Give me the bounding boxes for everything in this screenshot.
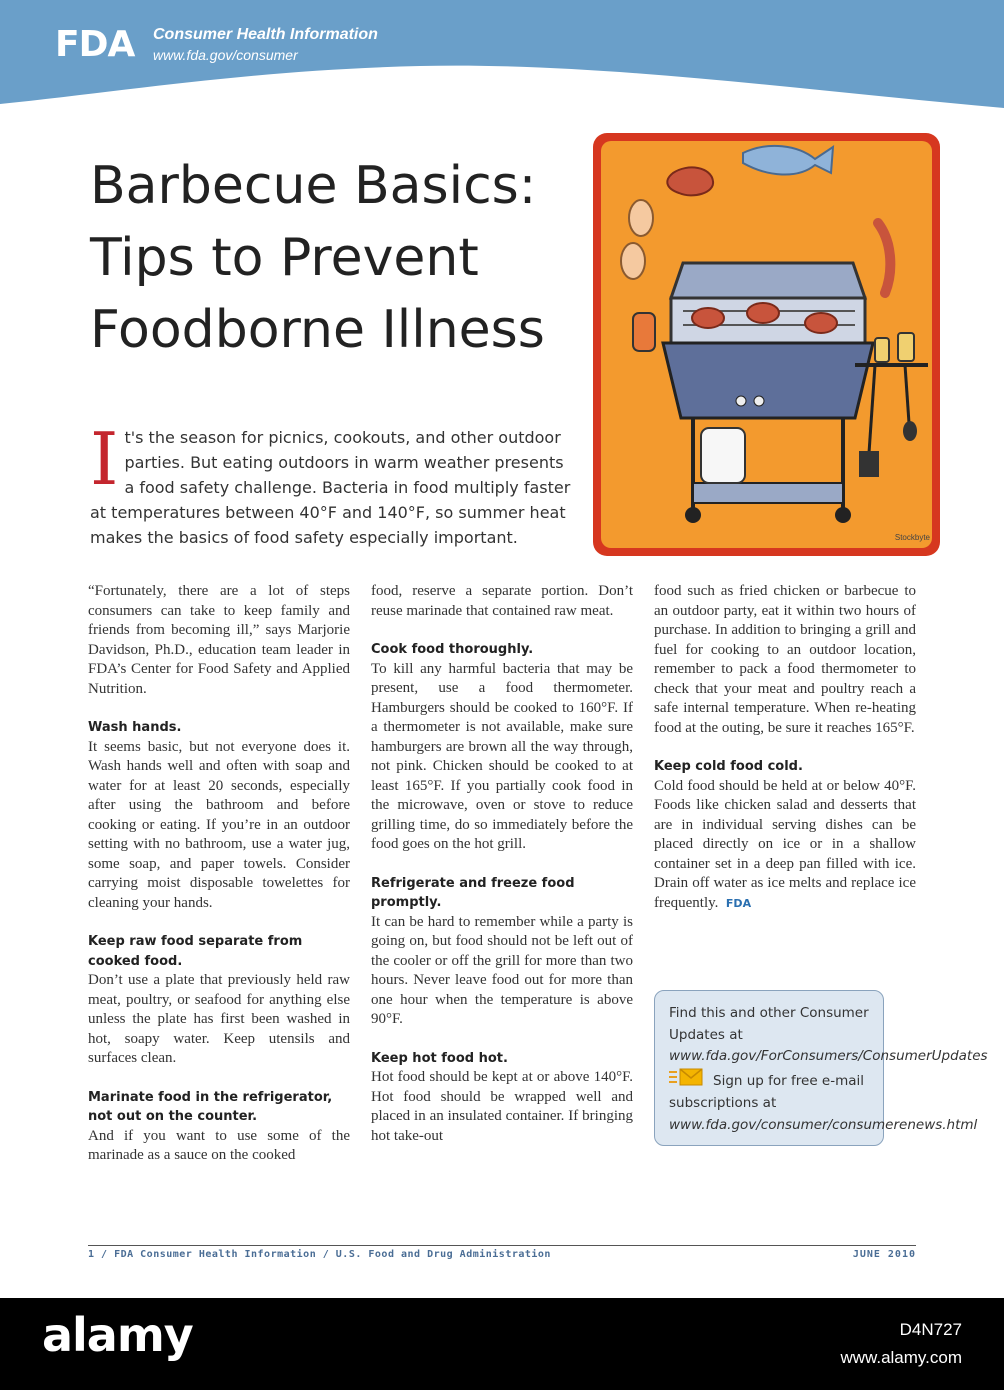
bottle-icon [633,313,655,351]
body-paragraph: food such as fried chicken or barbecue to an outdoor party, eat it within two hours of purchase. In addition to bringing a grill and fuel for cooking to an outdoor location, remember to pack a food thermometer to check that your meat and poultry reach a safe internal temperature. When re-heating food at the outing, be sure it reaches 165°F. [654,583,916,736]
article-column-2 [371,582,633,1146]
footer-publication: 1 / FDA Consumer Health Information / U.S. Food and Drug Administration [88,1249,551,1260]
article-title [90,150,590,366]
header-url[interactable]: www.fda.gov/consumer [153,47,298,63]
watermark-url: www.alamy.com [840,1348,962,1367]
watermark-bar [0,1298,1004,1390]
body-paragraph [654,777,916,914]
header-wave [0,0,1004,110]
body-paragraph: To kill any harmful bacteria that may be present, use a food thermometer. Hamburgers should be cooked to 160°F. If a thermometer is not available, make sure hamburgers are brown all the way through, not pink. Chicken should be cooked to at least 165°F. If you partially cook food in the microwave, oven or stove to reduce grilling time, do so immediately before the food goes on the hot grill. [371,660,633,852]
body-paragraph: food, reserve a separate portion. Don’t reuse marinade that contained raw meat. [371,583,633,619]
body-paragraph: Don’t use a plate that previously held raw meat, poultry, or seafood for anything else unless the plate has first been washed in hot, soapy water. Keep utensils and surfaces clean. [88,972,350,1066]
patty-icon [692,308,724,328]
fda-logo[interactable]: FDA [55,24,135,65]
subscribe-label: Sign up for free e-mail subscriptions at [669,1072,865,1111]
fda-end-mark: FDA [725,896,752,910]
drop-cap: I [90,417,119,501]
grill-illustration-art [593,133,940,556]
steak-icon [667,167,713,195]
updates-label: Find this and other Consumer Updates at [669,1005,869,1043]
section-heading: Keep raw food separate from cooked food. [88,934,303,969]
section-heading: Keep hot food hot. [371,1050,508,1066]
email-icon [669,1068,703,1094]
grill-hood-icon [671,263,865,298]
alamy-logo: alamy [42,1308,193,1362]
image-id: D4N727 [899,1320,962,1339]
patty-icon [805,313,837,333]
header-title: Consumer Health Information [153,26,378,43]
intro-text: t's the season for picnics, cookouts, and other outdoor parties. But eating outdoors in warm weather presents a food safety challenge. Bacteria in food multiply faster at temperatures between 40°F and 140°F, so summer heat makes the basics of food safety especially important. [90,428,571,547]
title-line: Foodborne Illness [90,300,545,360]
updates-text [669,1003,988,1068]
image-credit: Stockbyte [894,533,930,542]
body-paragraph: It can be hard to remember while a party is going on, but food should not be left out of the cooler or off the grill for more than two hours. Never leave food out for more than one hour when the temperature is above 90°F. [371,913,633,1027]
title-line: Barbecue Basics: [90,156,537,216]
article-column-1 [88,582,350,1166]
drumstick-icon [621,243,645,279]
subscribe-link[interactable]: www.fda.gov/consumer/consumerenews.html [669,1116,978,1133]
section-heading: Marinate food in the refrigerator, not out on the counter. [88,1089,333,1124]
body-paragraph: “Fortunately, there are a lot of steps consumers can take to keep family and friends from becoming ill,” says Marjorie Davidson, Ph.D., education team leader in FDA’s Center for Food Safety and Applied Nutrition. [88,583,350,697]
body-paragraph: And if you want to use some of the marinade as a sauce on the cooked [88,1127,350,1163]
grill-body-icon [663,343,873,418]
section-heading: Keep cold food cold. [654,759,803,774]
footer-divider [88,1245,916,1246]
body-paragraph: It seems basic, but not everyone does it. Wash hands well and often with soap and water for at least 20 seconds, especially after using the bathroom and before cooking or eating. If you’re in an outdoor setting with no bathroom, use a water jug, some soap, and paper towels. Consider carrying moist disposable towelettes for cleaning your hands. [88,738,350,911]
consumer-updates-box [654,990,988,1146]
drumstick-icon [629,200,653,236]
intro-paragraph [90,417,575,550]
patty-icon [747,303,779,323]
body-text: Cold food should be held at or below 40°F. Foods like chicken salad and desserts that are in individual serving dishes can be placed directly on ice or in a shallow container set in a deep pan filled with ice. Drain off water as ice melts and replace ice frequently. [654,777,916,911]
subscribe-text [669,1068,978,1137]
section-heading: Cook food thoroughly. [371,642,534,657]
grill-illustration [593,133,940,556]
header-band [0,0,1004,110]
body-paragraph: Hot food should be kept at or above 140°F. Hot food should be wrapped well and placed in an insulated container. If bringing hot take-out [371,1069,633,1144]
section-heading: Refrigerate and freeze food promptly. [371,875,575,910]
updates-link[interactable]: www.fda.gov/ForConsumers/ConsumerUpdates [669,1048,988,1064]
title-line: Tips to Prevent [90,228,479,288]
article-column-3 [654,582,916,913]
section-heading: Wash hands. [88,720,182,735]
propane-tank-icon [701,428,745,483]
footer-date: JUNE 2010 [852,1249,916,1260]
